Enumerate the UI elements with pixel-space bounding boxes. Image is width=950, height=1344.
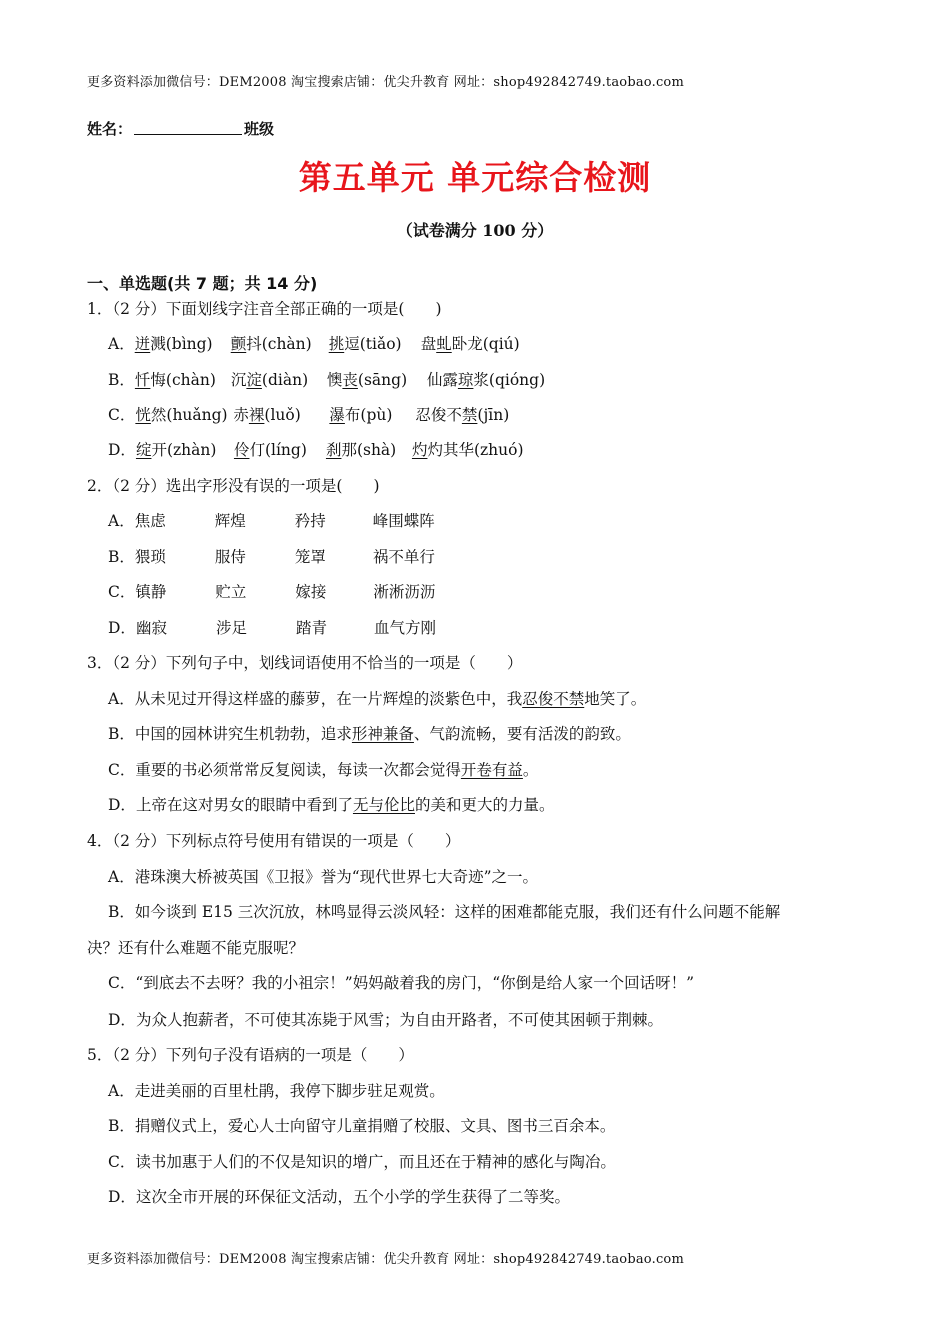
question-4-option-b-continued: 决？还有什么难题不能克服呢？ <box>87 939 305 957</box>
sentence-text: 重要的书必须常常反复阅读，每读一次都会觉得 <box>135 761 461 779</box>
name-label: 姓名： <box>87 120 133 138</box>
option-letter: B． <box>108 371 135 389</box>
word: 镇静 <box>135 583 167 601</box>
question-5-option-c <box>108 1150 616 1172</box>
question-3-option-b <box>108 722 631 744</box>
underlined-char: 忏 <box>134 371 151 389</box>
word: 血气方刚 <box>373 619 436 637</box>
question-1-option-b <box>108 368 545 390</box>
option-letter: B． <box>108 725 135 743</box>
underlined-char: 禁 <box>461 406 478 424</box>
underlined-char: 挑 <box>328 335 345 353</box>
section-title: 一、单选题(共 7 题；共 14 分) <box>87 274 318 293</box>
option-letter: C． <box>108 583 136 601</box>
sentence-text: 港珠澳大桥被英国《卫报》誉为“现代世界七大奇迹”之一。 <box>134 868 539 886</box>
word: 矜持 <box>294 512 326 530</box>
sentence-text: “到底去不去呀？我的小祖宗！”妈妈敲着我的房门，“你倒是给人家一个回话呀！” <box>135 974 695 992</box>
pinyin-text: (diàn) <box>261 371 309 389</box>
question-4-stem: 4．（2 分）下列标点符号使用有错误的一项是（ ） <box>87 832 461 850</box>
student-info-line <box>87 118 274 139</box>
sentence-text: 中国的园林讲究生机勃勃，追求 <box>134 725 352 743</box>
question-4-option-d <box>108 1008 663 1030</box>
underlined-phrase: 无与伦比 <box>352 796 415 814</box>
question-5-stem: 5．（2 分）下列句子没有语病的一项是（ ） <box>87 1046 414 1064</box>
question-1-option-d <box>108 438 524 460</box>
option-letter: A． <box>108 690 135 708</box>
pinyin-text: 然(huǎng) <box>150 406 228 424</box>
word: 焦虑 <box>134 512 166 530</box>
option-letter: C． <box>108 1153 136 1171</box>
word: 笼罩 <box>294 548 326 566</box>
sentence-text: 走进美丽的百里杜鹃，我停下脚步驻足观赏。 <box>134 1082 445 1100</box>
sentence-text: 。 <box>522 761 539 779</box>
word: 服侍 <box>214 548 246 566</box>
option-letter: B． <box>108 548 135 566</box>
underlined-char: 颤 <box>230 335 247 353</box>
word: 幽寂 <box>135 619 167 637</box>
sentence-text: 、气韵流畅，要有活泼的韵致。 <box>413 725 631 743</box>
option-letter: B． <box>108 903 135 921</box>
pinyin-text: 浆(qióng) <box>473 371 546 389</box>
sentence-text: 这次全市开展的环保征文活动，五个小学的学生获得了二等奖。 <box>135 1188 570 1206</box>
word: 祸不单行 <box>372 548 435 566</box>
option-letter: D． <box>108 796 136 814</box>
underlined-char: 淀 <box>246 371 262 389</box>
option-letter: A． <box>108 1082 135 1100</box>
option-letter: C． <box>108 974 136 992</box>
option-letter: A． <box>108 335 135 353</box>
pinyin-text: 布(pù) <box>344 406 393 424</box>
question-2-option-c <box>108 580 435 602</box>
underlined-phrase: 忍俊不禁 <box>522 690 585 708</box>
option-letter: A． <box>108 512 135 530</box>
question-1-option-a <box>108 332 520 354</box>
underlined-char: 绽 <box>135 441 152 459</box>
question-2-option-d <box>108 616 436 638</box>
page-title: 第五单元 单元综合检测 <box>298 158 652 197</box>
sentence-text: 的美和更大的力量。 <box>414 796 555 814</box>
pinyin-text: 逗(tiǎo) <box>344 335 402 353</box>
question-1-option-c <box>108 403 509 425</box>
option-letter: C． <box>108 761 136 779</box>
question-2-option-b <box>108 545 435 567</box>
underlined-char: 琼 <box>457 371 474 389</box>
word: 涉足 <box>215 619 247 637</box>
question-2-stem: 2．（2 分）选出字形没有误的一项是( ) <box>87 477 380 495</box>
question-4-option-a <box>108 865 538 887</box>
class-label: 班级 <box>244 120 275 138</box>
word: 辉煌 <box>214 512 246 530</box>
sentence-text: 地笑了。 <box>584 690 647 708</box>
question-5-option-b <box>108 1114 615 1136</box>
sentence-text: 为众人抱薪者，不可使其冻毙于风雪；为自由开路者，不可使其困顿于荆棘。 <box>135 1011 663 1029</box>
underlined-char: 虬 <box>436 335 452 353</box>
option-letter: D． <box>108 619 136 637</box>
sentence-text: 如今谈到 E15 三次沉放，林鸣显得云淡风轻：这样的困难都能克服，我们还有什么问题不能解 <box>134 903 781 921</box>
option-letter: C． <box>108 406 136 424</box>
page-footer: 更多资料添加微信号：DEM2008 淘宝搜索店铺：优尖升教育 网址：shop492842749.taobao.com <box>87 1252 684 1267</box>
pinyin-text: 灼其华(zhuó) <box>427 441 524 459</box>
sentence-text: 捐赠仪式上，爱心人士向留守儿童捐赠了校服、文具、图书三百余本。 <box>134 1117 616 1135</box>
word: 猥琐 <box>134 548 166 566</box>
pinyin-text: (jīn) <box>477 406 510 424</box>
pinyin-text: 开(zhàn) <box>151 441 217 459</box>
word: 嫁接 <box>295 583 327 601</box>
option-letter: A． <box>108 868 135 886</box>
underlined-phrase: 开卷有益 <box>460 761 523 779</box>
question-1-stem: 1．（2 分）下面划线字注音全部正确的一项是( ) <box>87 300 442 318</box>
underlined-char: 瀑 <box>329 406 345 424</box>
plain-char: 赤 <box>233 406 249 424</box>
underlined-char: 恍 <box>135 406 151 424</box>
question-3-option-d <box>108 793 554 815</box>
word: 贮立 <box>215 583 247 601</box>
pinyin-text: 那(shà) <box>341 441 397 459</box>
question-3-stem: 3．（2 分）下列句子中，划线词语使用不恰当的一项是（ ） <box>87 654 523 672</box>
pinyin-text: 抖(chàn) <box>246 335 312 353</box>
pinyin-text: 仃(líng) <box>249 441 307 459</box>
option-letter: D． <box>108 1188 136 1206</box>
pinyin-text: (luǒ) <box>264 406 301 424</box>
underlined-char: 迸 <box>134 335 151 353</box>
underlined-char: 伶 <box>233 441 250 459</box>
plain-char: 懊 <box>326 371 343 389</box>
underlined-char: 灼 <box>411 441 428 459</box>
underlined-char: 刹 <box>325 441 342 459</box>
question-3-option-a <box>108 687 646 709</box>
plain-char: 忍俊不 <box>415 406 462 424</box>
pinyin-text: 溅(bìng) <box>150 335 213 353</box>
question-4-option-b <box>108 900 780 922</box>
question-5-option-d <box>108 1185 570 1207</box>
word: 峰围蝶阵 <box>372 512 435 530</box>
question-2-option-a <box>108 509 435 531</box>
underlined-char: 裸 <box>248 406 265 424</box>
underlined-phrase: 形神兼备 <box>351 725 414 743</box>
name-blank-line[interactable] <box>134 120 242 135</box>
option-letter: D． <box>108 441 136 459</box>
pinyin-text: 悔(chàn) <box>150 371 216 389</box>
plain-char: 沉 <box>230 371 247 389</box>
plain-char: 盘 <box>420 335 437 353</box>
question-4-option-c <box>108 971 694 993</box>
plain-char: 仙露 <box>426 371 458 389</box>
underlined-char: 丧 <box>342 371 358 389</box>
word: 踏青 <box>295 619 327 637</box>
word: 淅淅沥沥 <box>373 583 436 601</box>
sentence-text: 读书加惠于人们的不仅是知识的增广，而且还在于精神的感化与陶冶。 <box>135 1153 616 1171</box>
sentence-text: 上帝在这对男女的眼睛中看到了 <box>135 796 353 814</box>
page-header: 更多资料添加微信号：DEM2008 淘宝搜索店铺：优尖升教育 网址：shop492842749.taobao.com <box>87 75 684 90</box>
option-letter: D． <box>108 1011 136 1029</box>
sentence-text: 从未见过开得这样盛的藤萝，在一片辉煌的淡紫色中，我 <box>134 690 523 708</box>
question-3-option-c <box>108 758 538 780</box>
page-subtitle: （试卷满分 100 分） <box>396 221 554 240</box>
pinyin-text: 卧龙(qiú) <box>451 335 520 353</box>
question-5-option-a <box>108 1079 445 1101</box>
option-letter: B． <box>108 1117 135 1135</box>
pinyin-text: (sāng) <box>357 371 408 389</box>
